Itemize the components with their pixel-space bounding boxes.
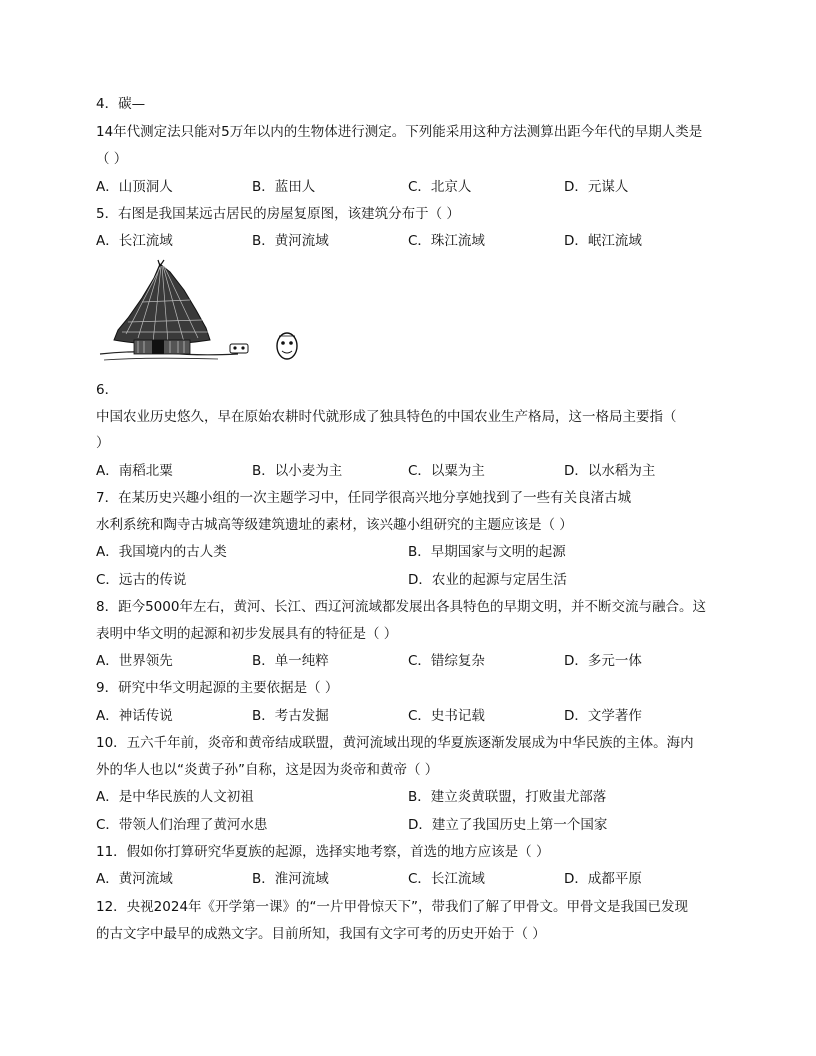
q10-stem-line1: 10．五六千年前，炎帝和黄帝结成联盟，黄河流域出现的华夏族逐渐发展成为中华民族的主体。海内 <box>96 735 694 751</box>
q6-stem-line1: 中国农业历史悠久，早在原始农耕时代就形成了独具特色的中国农业生产格局，这一格局主要指（ <box>96 409 677 425</box>
q8-stem-line1: 8．距今5000年左右，黄河、长江、西辽河流域都发展出各具特色的早期文明，并不断交流与融合。这 <box>96 599 706 615</box>
q10-option-c: C．带领人们治理了黄河水患 <box>96 817 268 833</box>
q8-stem-line2: 表明中华文明的起源和初步发展具有的特征是（ ） <box>96 626 398 642</box>
q5-option-d: D．岷江流域 <box>564 233 642 249</box>
q11-option-b: B．淮河流域 <box>252 871 329 887</box>
q10-option-a: A．是中华民族的人文初祖 <box>96 789 254 805</box>
q8-option-d: D．多元一体 <box>564 653 642 669</box>
q7-option-a: A．我国境内的古人类 <box>96 544 227 560</box>
q4-option-a: A．山顶洞人 <box>96 179 173 195</box>
q5-option-c: C．珠江流域 <box>408 233 485 249</box>
q10-option-b: B．建立炎黄联盟，打败蚩尤部落 <box>408 789 607 805</box>
q4-option-b: B．蓝田人 <box>252 179 316 195</box>
q5-stem: 5．右图是我国某远古居民的房屋复原图，该建筑分布于（ ） <box>96 206 460 222</box>
q10-option-d: D．建立了我国历史上第一个国家 <box>408 817 608 833</box>
q4-stem-line1: 14年代测定法只能对5万年以内的生物体进行测定。下列能采用这种方法测算出距今年代的早期人类是 <box>96 124 703 140</box>
q6-option-d: D．以水稻为主 <box>564 463 656 479</box>
q8-option-a: A．世界领先 <box>96 653 173 669</box>
q4-option-c: C．北京人 <box>408 179 472 195</box>
q12-stem-line1: 12．央视2024年《开学第一课》的“一片甲骨惊天下”，带我们了解了甲骨文。甲骨文是我国已发现 <box>96 899 689 915</box>
q8-option-c: C．错综复杂 <box>408 653 485 669</box>
q9-option-c: C．史书记载 <box>408 708 485 724</box>
q7-option-d: D．农业的起源与定居生活 <box>408 572 567 588</box>
q9-option-b: B．考古发掘 <box>252 708 329 724</box>
q9-stem: 9．研究中华文明起源的主要依据是（ ） <box>96 680 339 696</box>
q11-option-c: C．长江流域 <box>408 871 485 887</box>
q4-stem-blank: （ ） <box>96 151 128 167</box>
q4-option-d: D．元谋人 <box>564 179 629 195</box>
q9-option-d: D．文学著作 <box>564 708 642 724</box>
q6-number: 6． <box>96 382 119 398</box>
q7-stem-line1: 7．在某历史兴趣小组的一次主题学习中，任同学很高兴地分享她找到了一些有关良渚古城 <box>96 490 632 506</box>
q7-stem-line2: 水利系统和陶寺古城高等级建筑遗址的素材，该兴趣小组研究的主题应该是（ ） <box>96 517 573 533</box>
q5-option-a: A．长江流域 <box>96 233 173 249</box>
q6-stem-line2: ） <box>96 435 110 451</box>
q10-stem-line2: 外的华人也以“炎黄子孙”自称，这是因为炎帝和黄帝（ ） <box>96 762 439 778</box>
q6-option-a: A．南稻北粟 <box>96 463 173 479</box>
q9-option-a: A．神话传说 <box>96 708 173 724</box>
q4-number: 4．碳— <box>96 96 146 112</box>
q8-option-b: B．单一纯粹 <box>252 653 329 669</box>
q6-option-c: C．以粟为主 <box>408 463 485 479</box>
q11-stem: 11．假如你打算研究华夏族的起源，选择实地考察，首选的地方应该是（ ） <box>96 844 550 860</box>
q7-option-c: C．远古的传说 <box>96 572 187 588</box>
thatched-hut-illustration <box>98 258 303 370</box>
q5-option-b: B．黄河流域 <box>252 233 329 249</box>
q11-option-d: D．成都平原 <box>564 871 642 887</box>
q7-option-b: B．早期国家与文明的起源 <box>408 544 566 560</box>
q6-option-b: B．以小麦为主 <box>252 463 343 479</box>
q11-option-a: A．黄河流域 <box>96 871 173 887</box>
q12-stem-line2: 的古文字中最早的成熟文字。目前所知，我国有文字可考的历史开始于（ ） <box>96 926 546 942</box>
